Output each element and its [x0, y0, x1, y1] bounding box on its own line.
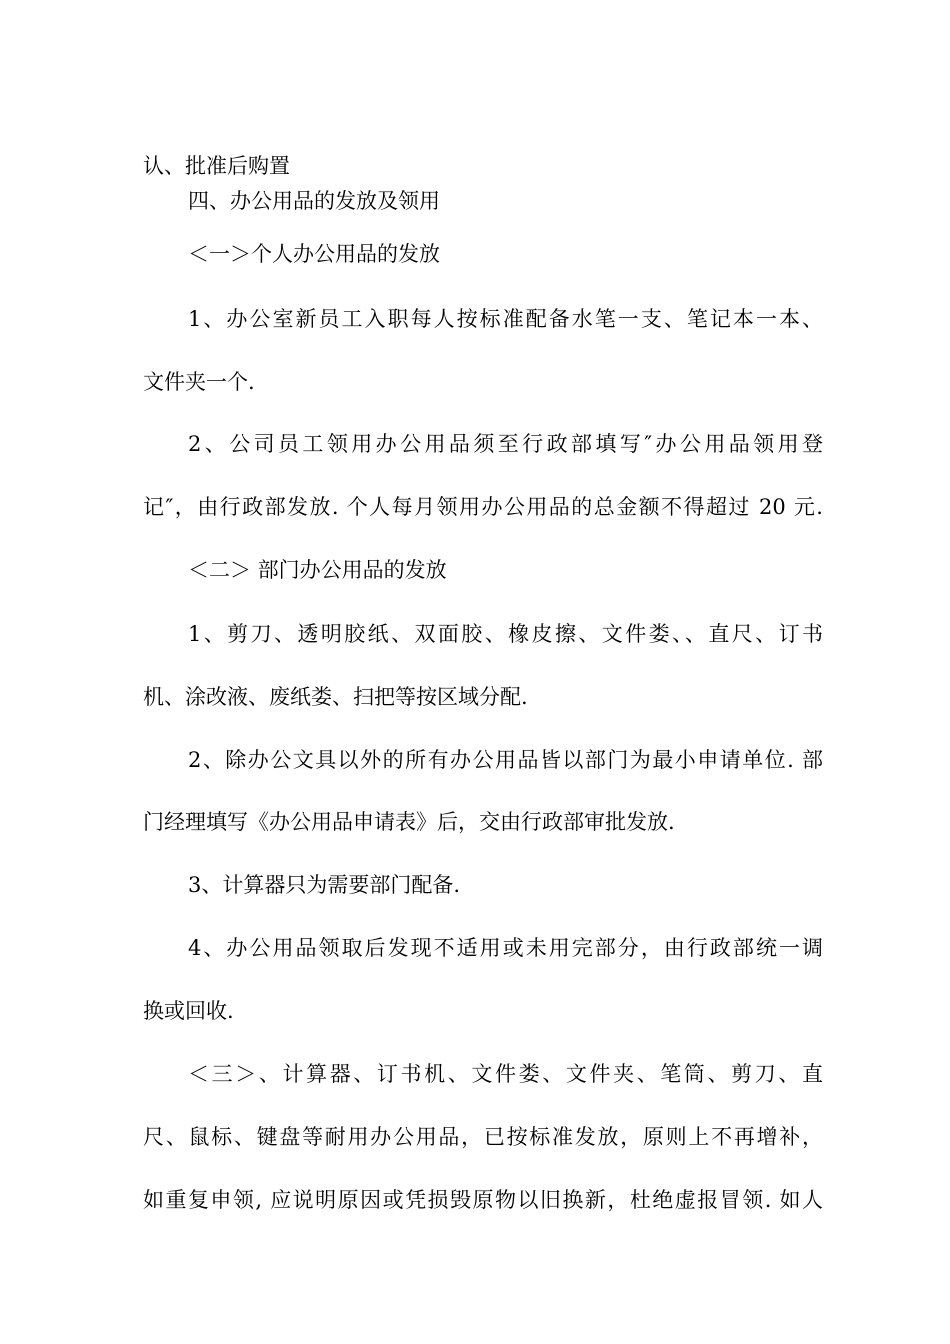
paragraph-line: 记″，由行政部发放. 个人每月领用办公用品的总金额不得超过 20 元. [143, 495, 823, 519]
paragraph-line: 2、公司员工领用办公用品须至行政部填写″办公用品领用登 [188, 432, 823, 456]
paragraph-line: 机、涂改液、废纸娄、扫把等按区域分配. [143, 685, 528, 709]
paragraph-line: 4、办公用品领取后发现不适用或未用完部分，由行政部统一调 [188, 936, 823, 960]
paragraph-line: 换或回收. [143, 999, 234, 1023]
text-line-continuation: 认、批准后购置 [143, 154, 290, 178]
paragraph-line: 文件夹一个. [143, 370, 255, 394]
paragraph-line: 1、办公室新员工入职每人按标准配备水笔一支、笔记本一本、 [188, 307, 823, 331]
paragraph-line: 3、计算器只为需要部门配备. [188, 873, 461, 897]
subsection-heading-2: ＜二＞ 部门办公用品的发放 [188, 558, 447, 582]
subsection-heading-1: ＜一＞个人办公用品的发放 [188, 242, 440, 266]
paragraph-line: ＜三＞、计算器、订书机、文件娄、文件夹、笔筒、剪刀、直 [188, 1062, 823, 1086]
paragraph-line: 1、剪刀、透明胶纸、双面胶、橡皮擦、文件娄、、直尺、订书 [188, 622, 823, 646]
section-heading-4: 四、办公用品的发放及领用 [188, 189, 440, 213]
paragraph-line: 门经理填写《办公用品申请表》后，交由行政部审批发放. [143, 810, 675, 834]
paragraph-line: 尺、鼠标、键盘等耐用办公用品，已按标准发放，原则上不再增补， [143, 1125, 823, 1149]
paragraph-line: 如重复申领, 应说明原因或凭损毁原物以旧换新，杜绝虚报冒领. 如人 [143, 1188, 823, 1212]
paragraph-line: 2、除办公文具以外的所有办公用品皆以部门为最小申请单位. 部 [188, 748, 823, 772]
